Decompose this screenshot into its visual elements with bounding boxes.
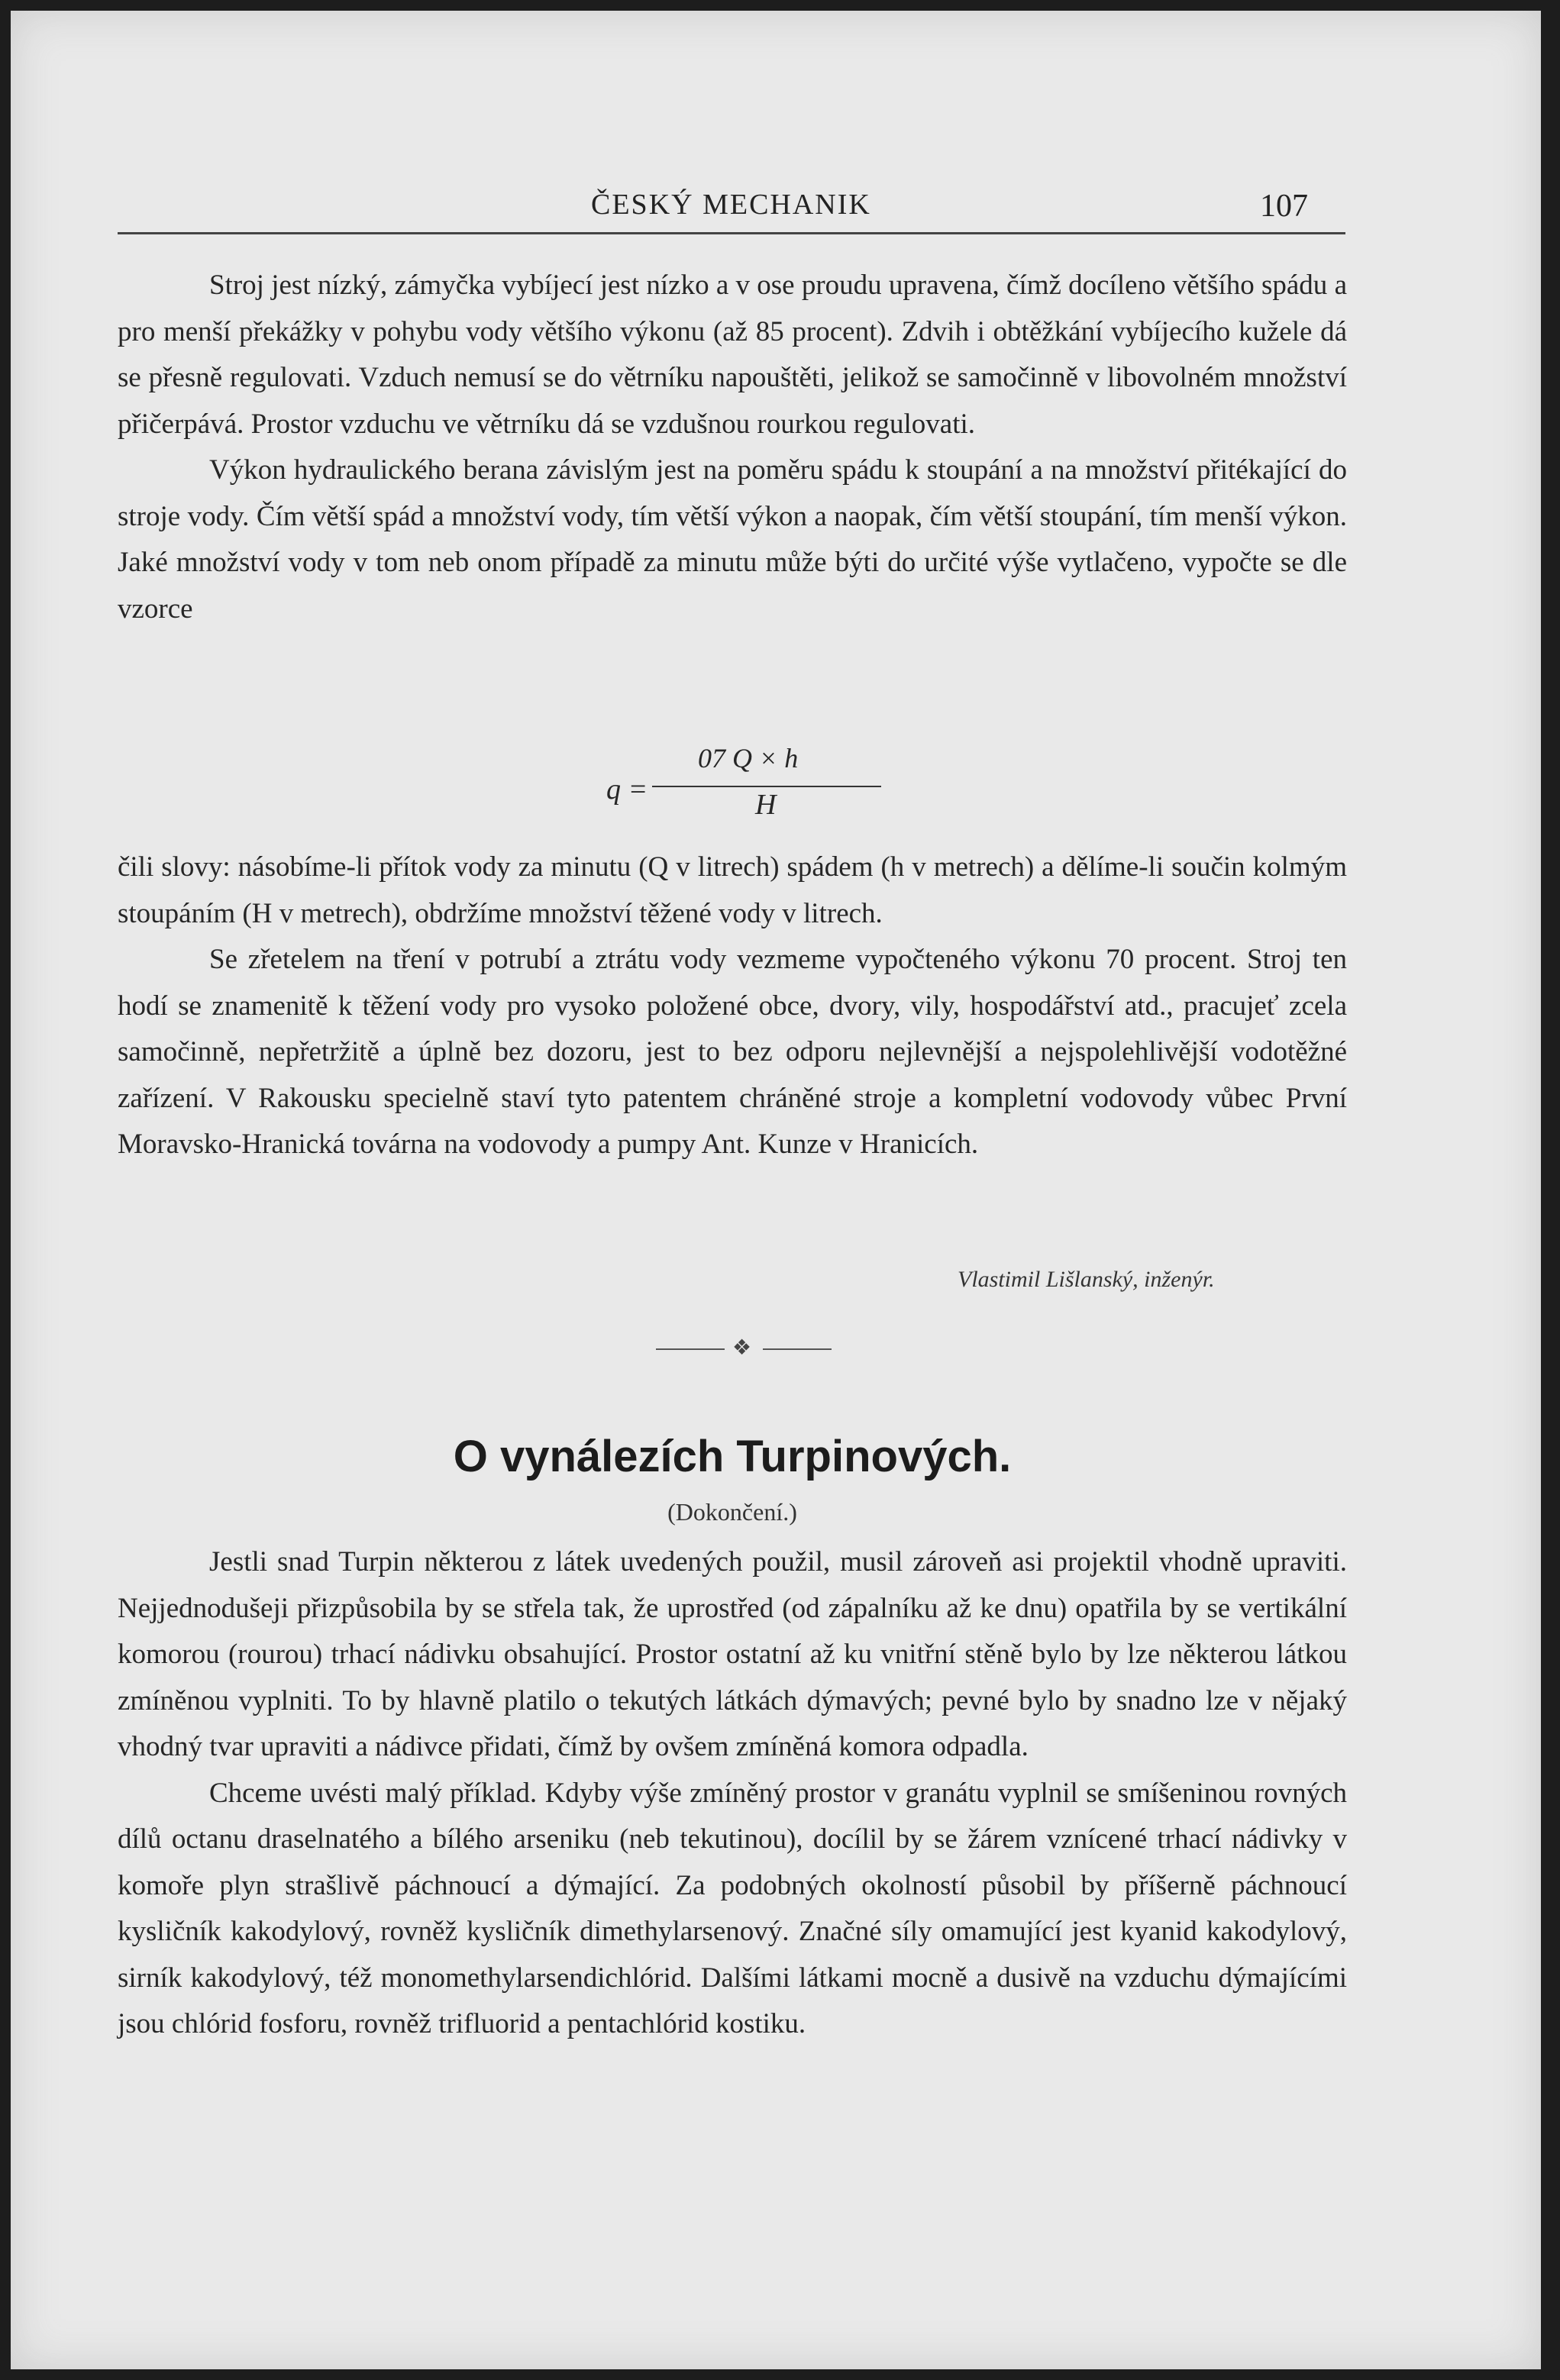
article2-body	[118, 1539, 1347, 2048]
formula-denominator: H	[755, 789, 777, 821]
article-subtitle: (Dokončení.)	[667, 1498, 797, 1526]
header-rule	[118, 232, 1345, 234]
section-divider	[656, 1335, 832, 1361]
article1-body-bottom	[118, 844, 1347, 1168]
running-header-title: ČESKÝ MECHANIK	[591, 189, 871, 221]
paragraph: Jestli snad Turpin některou z látek uvedených použil, musil zároveň asi projektil vhodně upraviti. Nejjednodušeji přizpůsobila by se střela tak, že uprostřed (od zápalníku až ke dnu) opatřila by se vertikální komorou (rourou) trhací nádivku obsahující. Prostor ostatní až ku vnitřní stěně bylo by lze některou látkou zmíněnou vyplniti. To by hlavně platilo o tekutých látkách dýmavých; pevné bylo by snadno lze v nějaký vhodný tvar upraviti a nádivce přidati, čímž by ovšem zmíněná komora odpadla.	[118, 1546, 1347, 1762]
paragraph: Se zřetelem na tření v potrubí a ztrátu vody vezmeme vypočteného výkonu 70 procent. Stroj ten hodí se znamenitě k těžení vody pro vysoko položené obce, dvory, vily, hospodářství atd., pracujeť zcela samočinně, nepřetržitě a úplně bez dozoru, jest to bez odporu nejlevnější a nejspolehlivější vodotěžné zařízení. V Rakousku specielně staví tyto patentem chráněné stroje a kompletní vodovody vůbec První Moravsko-Hranická továrna na vodovody a pumpy Ant. Kunze v Hranicích.	[118, 944, 1347, 1160]
formula	[606, 742, 896, 826]
paragraph: čili slovy: násobíme-li přítok vody za minutu (Q v litrech) spádem (h v metrech) a dělíme-li součin kolmým stoupáním (H v metrech), obdržíme množství těžené vody v litrech.	[118, 851, 1347, 929]
paragraph: Stroj jest nízký, zámyčka vybíjecí jest nízko a v ose proudu upravena, čímž docíleno většího spádu a pro menší překážky v pohybu vody většího výkonu (až 85 procent). Zdvih i obtěžkání vybíjecího kužele dá se přesně regulovati. Vzduch nemusí se do větrníku napouštěti, jelikož se samočinně v libovolném množství přičerpává. Prostor vzduchu ve větrníku dá se vzdušnou rourkou regulovati.	[118, 270, 1347, 440]
article-title: O vynálezích Turpinových.	[453, 1432, 1012, 1481]
ornament-icon: ❖	[732, 1335, 752, 1360]
formula-lhs: q =	[606, 773, 648, 806]
article1-body-top	[118, 263, 1347, 632]
formula-fraction-bar	[652, 786, 881, 787]
page	[11, 11, 1541, 2369]
page-number: 107	[1260, 189, 1308, 224]
formula-numerator: 07 Q × h	[698, 743, 799, 773]
author-signature: Vlastimil Lišlanský, inženýr.	[958, 1267, 1215, 1292]
paragraph: Výkon hydraulického berana závislým jest na poměru spádu k stoupání a na množství přitékající do stroje vody. Čím větší spád a množství vody, tím větší výkon a naopak, čím větší stoupání, tím menší výkon. Jaké množství vody v tom neb onom případě za minutu může býti do určité výše vytlačeno, vypočte se dle vzorce	[118, 454, 1347, 625]
paragraph: Chceme uvésti malý příklad. Kdyby výše zmíněný prostor v granátu vyplnil se smíšeninou rovných dílů octanu draselnatého a bílého arseniku (neb tekutinou), docílil by se žárem vznícené trhací nádivky v komoře plyn strašlivě páchnoucí a dýmající. Za podobných okolností působil by příšerně páchnoucí kysličník kakodylový, rovněž kysličník dimethylarsenový. Značné síly omamující jest kyanid kakodylový, sirník kakodylový, též monomethylarsendichlórid. Dalšími látkami mocně a dusivě na vzduchu dýmajícími jsou chlórid fosforu, rovněž trifluorid a pentachlórid kostiku.	[118, 1777, 1347, 2039]
